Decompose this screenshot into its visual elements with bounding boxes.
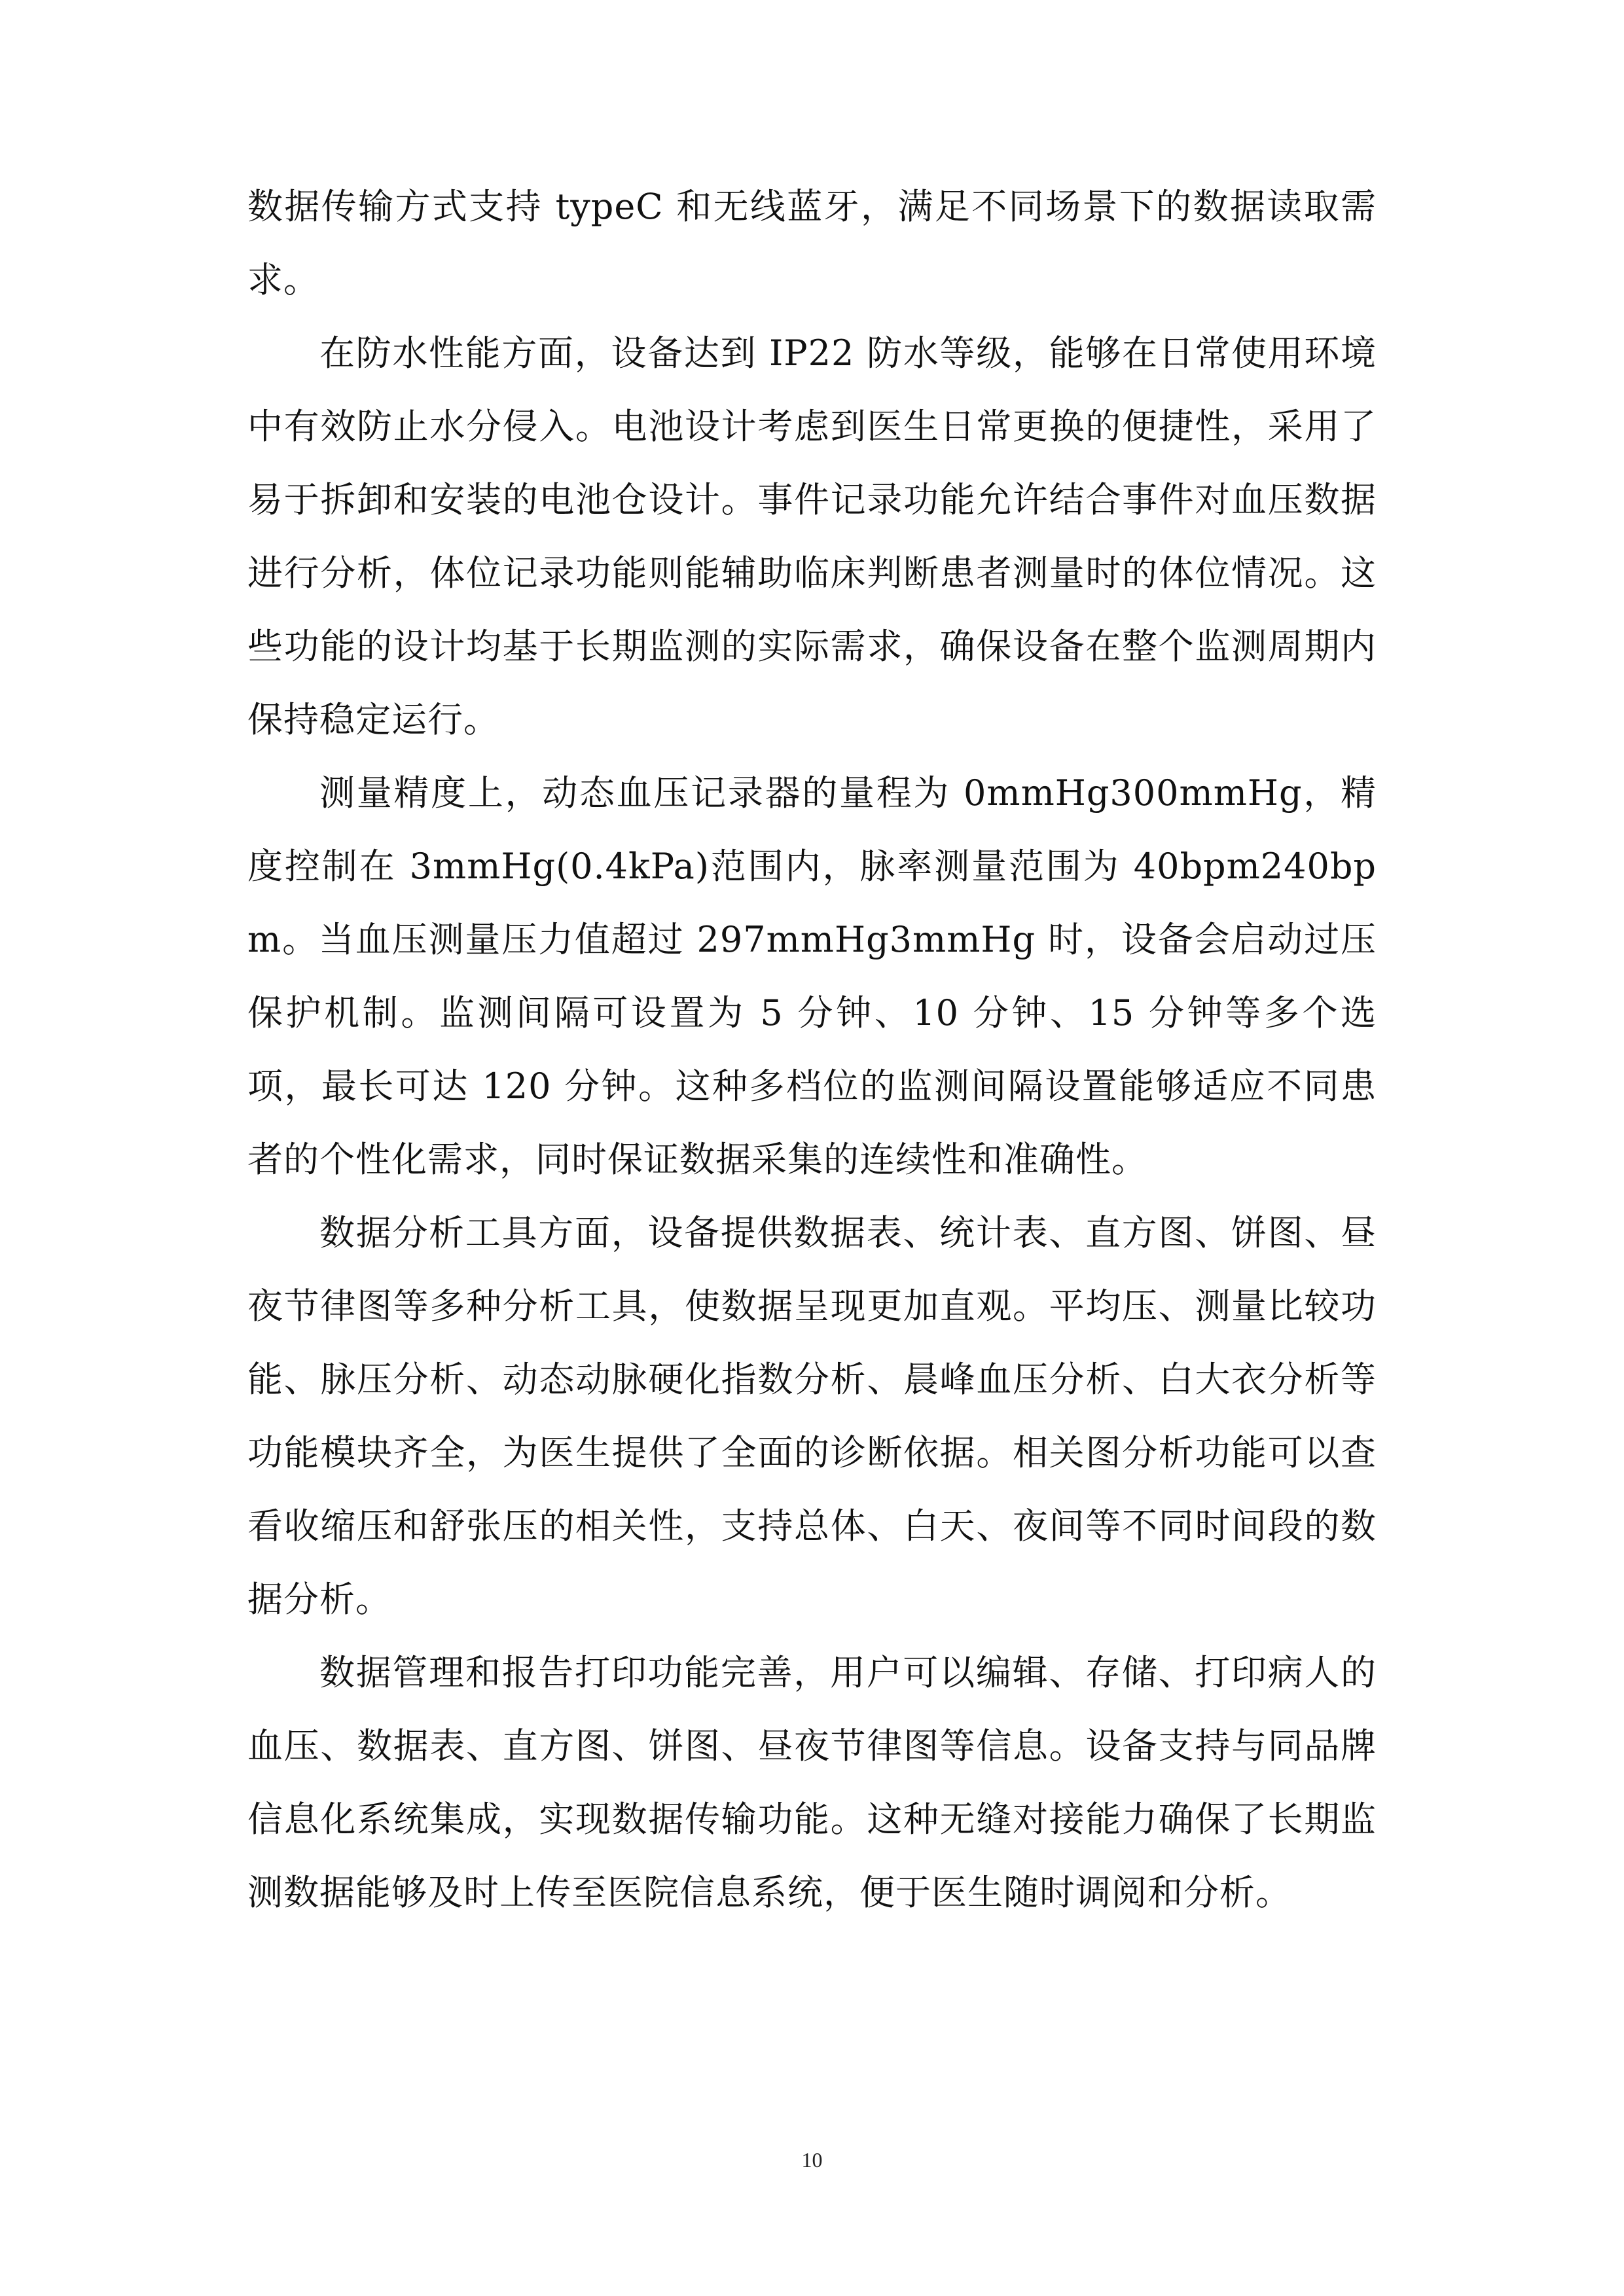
paragraph-analysis-tools: 数据分析工具方面，设备提供数据表、统计表、直方图、饼图、昼夜节律图等多种分析工具，使数据呈现更加直观。平均压、测量比较功能、脉压分析、动态动脉硬化指数分析、晨峰血压分析、白大衣分析等功能模块齐全，为医生提供了全面的诊断依据。相关图分析功能可以查看收缩压和舒张压的相关性，支持总体、白天、夜间等不同时间段的数据分析。 bbox=[247, 1212, 1377, 1620]
paragraph-continuation: 数据传输方式支持 typeC 和无线蓝牙，满足不同场景下的数据读取需求。 bbox=[247, 186, 1377, 300]
paragraph-accuracy: 测量精度上，动态血压记录器的量程为 0mmHg300mmHg，精度控制在 3mmHg(0.4kPa)范围内，脉率测量范围为 40bpm240bpm。当血压测量压力值超过 297mmHg3mmHg 时，设备会启动过压保护机制。监测间隔可设置为 5 分钟、10 分钟、15 分钟等多个选项，最长可达 120 分钟。这种多档位的监测间隔设置能够适应不同患者的个性化需求，同时保证数据采集的连续性和准确性。 bbox=[247, 772, 1377, 1180]
paragraph-waterproof: 在防水性能方面，设备达到 IP22 防水等级，能够在日常使用环境中有效防止水分侵入。电池设计考虑到医生日常更换的便捷性，采用了易于拆卸和安装的电池仓设计。事件记录功能允许结合事件对血压数据进行分析，体位记录功能则能辅助临床判断患者测量时的体位情况。这些功能的设计均基于长期监测的实际需求，确保设备在整个监测周期内保持稳定运行。 bbox=[247, 332, 1377, 740]
page-number: 10 bbox=[801, 2148, 823, 2172]
paragraph-data-management: 数据管理和报告打印功能完善，用户可以编辑、存储、打印病人的血压、数据表、直方图、饼图、昼夜节律图等信息。设备支持与同品牌信息化系统集成，实现数据传输功能。这种无缝对接能力确保了长期监测数据能够及时上传至医院信息系统，便于医生随时调阅和分析。 bbox=[247, 1652, 1377, 1913]
body-text bbox=[247, 170, 1377, 1929]
